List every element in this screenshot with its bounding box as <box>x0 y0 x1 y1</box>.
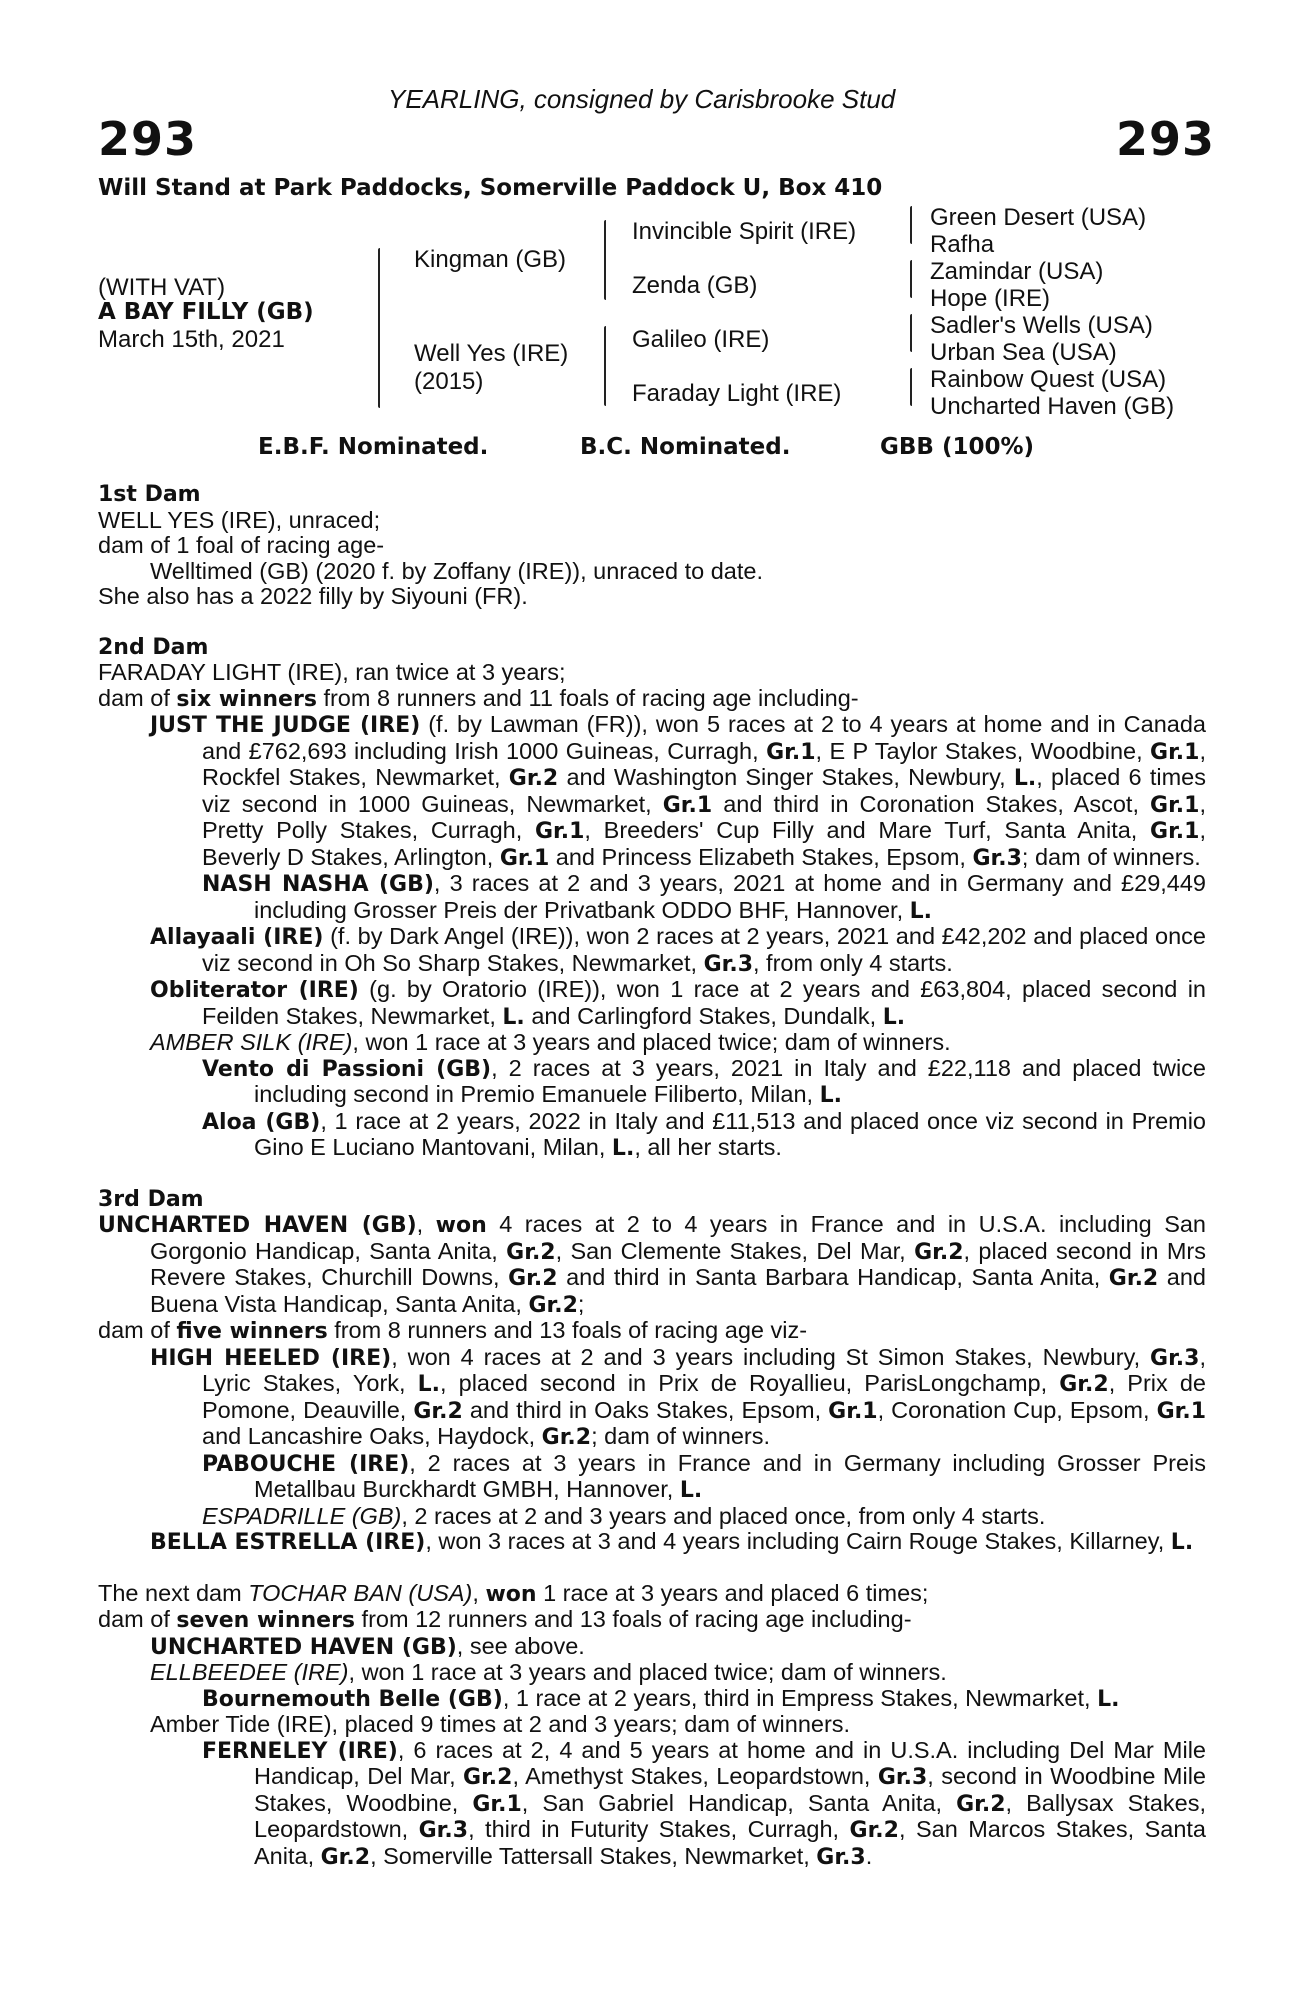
gp-4: Hope (IRE) <box>930 285 1051 312</box>
pedigree-brace-ds <box>910 314 912 352</box>
dam4-line: dam of seven winners from 12 runners and 13 foals of racing age including- <box>98 1606 912 1633</box>
pedigree-brace-dd <box>910 368 912 406</box>
dam2-line: dam of six winners from 8 runners and 11 foals of racing age including- <box>98 684 859 712</box>
stabling-location: Will Stand at Park Paddocks, Somerville Paddock U, Box 410 <box>98 175 883 201</box>
produce-entry: AMBER SILK (IRE), won 1 race at 3 years and placed twice; dam of winners. <box>150 1029 951 1055</box>
produce-entry: Obliterator (IRE) (g. by Oratorio (IRE)), won 1 race at 2 years and £63,804, placed second in Feilden Stakes, Newmarket, L. and Carlingford Stakes, Dundalk, L. <box>150 976 1206 1030</box>
produce-entry: Aloa (GB), 1 race at 2 years, 2022 in Italy and £11,513 and placed once viz second in Premio Gino E Luciano Mantovani, Milan, L., all her starts. <box>202 1107 1206 1161</box>
gbb-status: GBB (100%) <box>880 434 1035 460</box>
produce-entry: BELLA ESTRELLA (IRE), won 3 races at 3 and 4 years including Cairn Rouge Stakes, Killarney, L. <box>150 1528 1194 1555</box>
dam1-line: dam of 1 foal of racing age- <box>98 532 385 558</box>
dam1-foal: Welltimed (GB) (2020 f. by Zoffany (IRE)), unraced to date. <box>150 557 763 584</box>
gp-1: Green Desert (USA) <box>930 204 1147 231</box>
produce-entry: UNCHARTED HAVEN (GB), see above. <box>150 1632 585 1660</box>
gp-3: Zamindar (USA) <box>930 258 1104 285</box>
section-heading-1st-dam: 1st Dam <box>98 482 201 507</box>
sire-sire: Invincible Spirit (IRE) <box>632 218 857 245</box>
section-heading-2nd-dam: 2nd Dam <box>98 634 209 660</box>
consignor-subtitle: YEARLING, consigned by Carisbrooke Stud <box>388 84 896 114</box>
section-heading-3rd-dam: 3rd Dam <box>98 1186 204 1212</box>
dam2-line: FARADAY LIGHT (IRE), ran twice at 3 years; <box>98 659 566 685</box>
lot-number-right: 293 <box>1116 112 1216 166</box>
produce-entry: PABOUCHE (IRE), 2 races at 3 years in France and in Germany including Grosser Preis Metallbau Burckhardt GMBH, Hannover, L. <box>202 1449 1206 1503</box>
pedigree-brace-sd <box>910 260 912 298</box>
lot-number-left: 293 <box>98 112 198 166</box>
produce-entry: Amber Tide (IRE), placed 9 times at 2 and 3 years; dam of winners. <box>150 1711 851 1737</box>
produce-entry: FERNELEY (IRE), 6 races at 2, 4 and 5 years at home and in U.S.A. including Del Mar Mile Handicap, Del Mar, Gr.2, Amethyst Stakes, Leopardstown, Gr.3, second in Woodbine Mile Stakes, Woodbine, Gr.1, San Gabriel Handicap, Santa Anita, Gr.2, Ballysax Stakes, Leopardstown, Gr.3, third in Futurity Stakes, Curragh, Gr.2, San Marcos Stakes, Santa Anita, Gr.2, Somerville Tattersall Stakes, Newmarket, Gr.3. <box>202 1736 1207 1870</box>
ebf-nomination: E.B.F. Nominated. <box>258 434 489 460</box>
produce-entry: ESPADRILLE (GB), 2 races at 2 and 3 years and placed once, from only 4 starts. <box>202 1502 1046 1529</box>
produce-entry: HIGH HEELED (IRE), won 4 races at 2 and 3 years including St Simon Stakes, Newbury, Gr.3, Lyric Stakes, York, L., placed second in Prix de Royallieu, ParisLongchamp, Gr.2, Prix de Pomone, Deauville, Gr.2 and third in Oaks Stakes, Epsom, Gr.1, Coronation Cup, Epsom, Gr.1 and Lancashire Oaks, Haydock, Gr.2; dam of winners. <box>150 1343 1207 1450</box>
dam-dam: Faraday Light (IRE) <box>632 380 842 407</box>
produce-entry: JUST THE JUDGE (IRE) (f. by Lawman (FR)), won 5 races at 2 to 4 years at home and in Canada and £762,693 including Irish 1000 Guineas, Curragh, Gr.1, E P Taylor Stakes, Woodbine, Gr.1, Rockfel Stakes, Newmarket, Gr.2 and Washington Singer Stakes, Newbury, L., placed 6 times viz second in 1000 Guineas, Newmarket, Gr.1 and third in Coronation Stakes, Ascot, Gr.1, Pretty Polly Stakes, Curragh, Gr.1, Breeders' Cup Filly and Mare Turf, Santa Anita, Gr.1, Beverly D Stakes, Arlington, Gr.1 and Princess Elizabeth Stakes, Epsom, Gr.3; dam of winners. <box>150 711 1206 871</box>
produce-entry: Allayaali (IRE) (f. by Dark Angel (IRE)), won 2 races at 2 years, 2021 and £42,202 and placed once viz second in Oh So Sharp Stakes, Newmarket, Gr.3, from only 4 starts. <box>150 923 1206 977</box>
pedigree-brace-dam <box>604 326 606 406</box>
horse-name: A BAY FILLY (GB) <box>98 299 314 325</box>
bc-nomination: B.C. Nominated. <box>580 434 791 460</box>
pedigree-brace-1 <box>378 248 380 408</box>
dam3-record: UNCHARTED HAVEN (GB), won 4 races at 2 to 4 years in France and in U.S.A. including San Gorgonio Handicap, Santa Anita, Gr.2, San Clemente Stakes, Del Mar, Gr.2, placed second in Mrs Revere Stakes, Churchill Downs, Gr.2 and third in Santa Barbara Handicap, Santa Anita, Gr.2 and Buena Vista Handicap, Santa Anita, Gr.2; <box>98 1211 1207 1318</box>
pedigree-brace-sire <box>604 220 606 300</box>
gp-6: Urban Sea (USA) <box>930 339 1117 366</box>
dam1-line: She also has a 2022 filly by Siyouni (FR). <box>98 583 528 609</box>
dam4-line: The next dam TOCHAR BAN (USA), won 1 race at 3 years and placed 6 times; <box>98 1579 929 1607</box>
sire-dam: Zenda (GB) <box>632 272 758 299</box>
sire: Kingman (GB) <box>414 246 567 273</box>
gp-5: Sadler's Wells (USA) <box>930 312 1153 339</box>
produce-entry: ELLBEEDEE (IRE), won 1 race at 3 years and placed twice; dam of winners. <box>150 1659 947 1685</box>
gp-7: Rainbow Quest (USA) <box>930 366 1167 393</box>
date-of-birth: March 15th, 2021 <box>98 326 285 353</box>
produce-entry: Bournemouth Belle (GB), 1 race at 2 years, third in Empress Stakes, Newmarket, L. <box>202 1684 1120 1712</box>
dam: Well Yes (IRE) <box>414 340 569 367</box>
produce-entry: NASH NASHA (GB), 3 races at 2 and 3 years, 2021 at home and in Germany and £29,449 including Grosser Preis der Privatbank ODDO BHF, Hannover, L. <box>202 870 1206 924</box>
gp-2: Rafha <box>930 231 995 258</box>
dam3-line: dam of five winners from 8 runners and 13 foals of racing age viz- <box>98 1317 808 1344</box>
vat-note: (WITH VAT) <box>98 274 226 301</box>
gp-8: Uncharted Haven (GB) <box>930 393 1175 420</box>
produce-entry: Vento di Passioni (GB), 2 races at 3 years, 2021 in Italy and £22,118 and placed twice including second in Premio Emanuele Filiberto, Milan, L. <box>202 1054 1206 1108</box>
pedigree-brace-ss <box>910 206 912 244</box>
dam-year: (2015) <box>414 368 484 395</box>
dam1-line: WELL YES (IRE), unraced; <box>98 506 381 533</box>
dam-sire: Galileo (IRE) <box>632 326 770 353</box>
produce-record <box>98 482 1206 1870</box>
